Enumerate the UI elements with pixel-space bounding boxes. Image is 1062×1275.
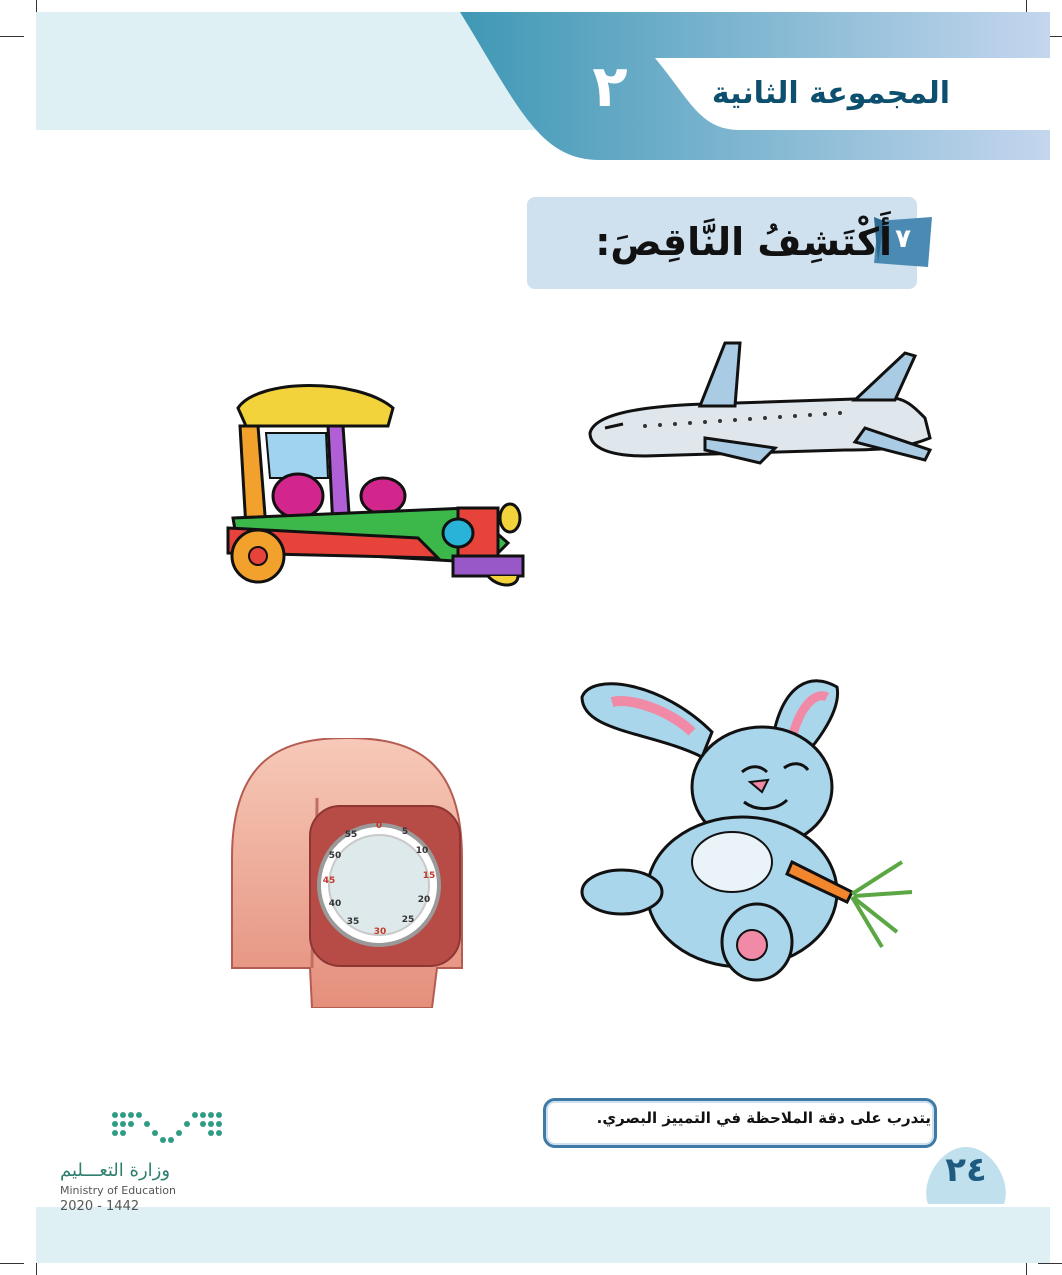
exercise-title: أَكْتَشِفُ النَّاقِصَ:: [595, 220, 892, 264]
ministry-logo: [110, 1110, 225, 1145]
timer-label-35: 35: [346, 917, 360, 927]
crop-mark: [1026, 1262, 1027, 1275]
page-number: ٢٤: [945, 1150, 987, 1190]
group-title: المجموعة الثانية: [711, 76, 950, 111]
note-text: يتدرب على دقة الملاحظة في التمييز البصري.: [596, 1109, 931, 1127]
crop-mark: [0, 1263, 24, 1264]
timer-label-15: 15: [422, 871, 436, 881]
timer-label-20: 20: [417, 895, 431, 905]
ministry-name-arabic: وزارة التعـــليم: [60, 1160, 171, 1181]
timer-label-55: 55: [344, 830, 358, 840]
timer-label-5: 5: [401, 827, 409, 837]
timer-label-30: 30: [373, 927, 387, 937]
crop-mark: [36, 1262, 37, 1275]
ministry-name-english: Ministry of Education: [60, 1184, 177, 1197]
edition-year: 2020 - 1442: [60, 1199, 140, 1214]
toy-car-picture: [218, 378, 528, 590]
timer-label-0: 0: [375, 821, 383, 831]
rabbit-with-carrot-picture: [572, 662, 917, 987]
kitchen-timer-picture: [222, 738, 472, 1008]
timer-label-10: 10: [415, 846, 429, 856]
timer-label-40: 40: [328, 899, 342, 909]
footer-band: [36, 1207, 1050, 1263]
timer-label-45: 45: [322, 876, 336, 886]
timer-label-25: 25: [401, 915, 415, 925]
crop-mark: [1038, 1263, 1062, 1264]
exercise-number: ٧: [895, 224, 911, 254]
airplane-picture: [585, 338, 935, 468]
group-number: ٢: [592, 52, 628, 120]
timer-label-50: 50: [328, 851, 342, 861]
